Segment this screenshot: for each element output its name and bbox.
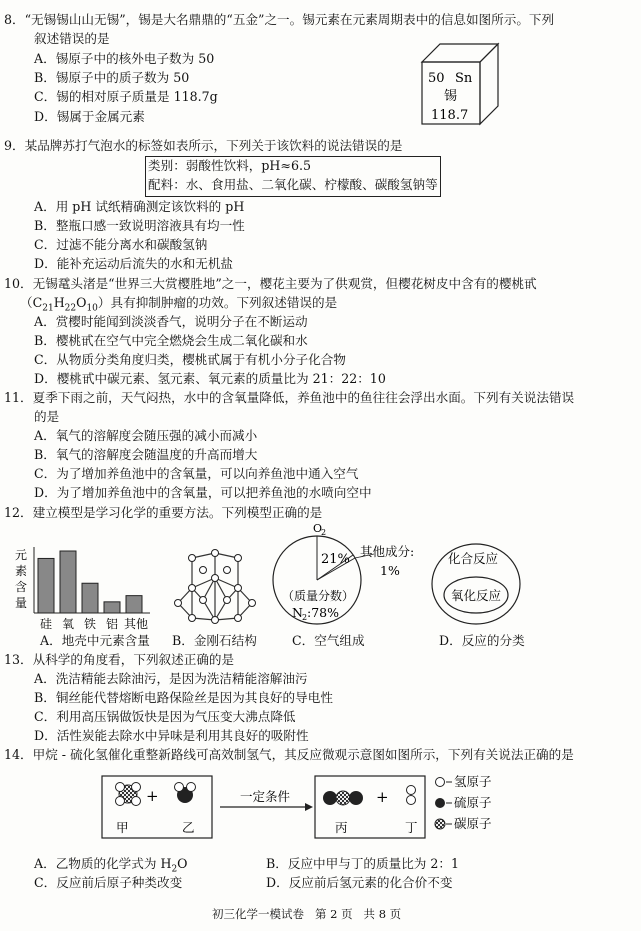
- q13-option-b: B．铜丝能代替熔断电路保险丝是因为其良好的导电性: [34, 690, 333, 705]
- fig-a-bar-3: [104, 602, 120, 613]
- q11-option-a: A．氧气的溶解度会随压强的减小而减小: [34, 428, 258, 443]
- q10-stem-line2: $(C_{21}H_{22}O_{10})$具有抑制肿瘤的功效。下列叙述错误的是: [20, 295, 338, 314]
- fig-a-category-2: 铁: [84, 617, 97, 631]
- q11-stem-line2: 的是: [34, 409, 60, 424]
- fig-c-other-percent: 1%: [380, 563, 400, 578]
- q13-option-a: A．洗洁精能去除油污，是因为洗洁精能溶解油污: [34, 671, 308, 686]
- q14-option-a: A．乙物质的化学式为 $H_2O$: [34, 856, 188, 875]
- q9-label-category: 类别：弱酸性饮料，pH≈6.5: [148, 158, 311, 173]
- q10-stem-line1: 10．无锡鼋头渚是“世界三大赏樱胜地”之一，樱花主要为了供观赏，但樱花树皮中含有的樱桃甙: [4, 276, 537, 291]
- fig-a-ylabel-1: 素: [15, 564, 28, 578]
- q9-option-c: C．过滤不能分离水和碳酸氢钠: [34, 237, 208, 252]
- q8-stem-line1: 8．“无锡锡山山无锡”，锡是大名鼎鼎的“五金”之一。锡元素在元素周期表中的信息如图所示。下列: [4, 12, 555, 27]
- page-footer: 初三化学一模试卷 第 2 页 共 8 页: [212, 907, 402, 921]
- q11-option-c: C．为了增加养鱼池中的含氧量，可以向养鱼池中通入空气: [34, 466, 359, 481]
- q12-caption-c: C．空气组成: [292, 633, 365, 648]
- q9-option-b: B．整瓶口感一致说明溶液具有均一性: [34, 218, 245, 233]
- fig-c-other-label: 其他成分:: [360, 544, 415, 559]
- q8-element-name: 锡: [444, 89, 458, 104]
- q13-option-d: D．活性炭能去除水中异味是利用其良好的吸附性: [34, 728, 309, 743]
- q14-h2s-molecule: [175, 783, 196, 804]
- fig-c-mass-label: （质量分数）: [282, 589, 355, 603]
- fig-a-ylabel-2: 含: [15, 580, 28, 594]
- fig-c-o2-label: O: [313, 522, 323, 535]
- q10-option-d: D．樱桃甙中碳元素、氢元素、氧元素的质量比为 21：22：10: [34, 371, 386, 386]
- q14-reaction-diagram: [100, 770, 540, 844]
- q14-option-b: B．反应中甲与丁的质量比为 2：1: [266, 856, 460, 871]
- fig-c-n2-percent: :78%: [307, 605, 339, 620]
- q8-atomic-number: 50: [428, 71, 445, 86]
- fig-a-bar-4: [126, 596, 142, 613]
- q10-option-c: C．从物质分类角度归类，樱桃甙属于有机小分子化合物: [34, 352, 346, 367]
- fig-d-inner-label: 氧化反应: [451, 588, 502, 603]
- q12-fig-d-reaction-classes: [430, 538, 530, 630]
- fig-a-category-4: 其他: [124, 617, 149, 631]
- q11-stem-line1: 11．夏季下雨之前，天气闷热，水中的含氧量降低，养鱼池中的鱼往往会浮出水面。下列有关说法错误: [4, 390, 575, 405]
- fig-a-category-3: 铝: [106, 617, 119, 631]
- q14-stem: 14．甲烷 - 硫化氢催化重整新路线可高效制氢气，其反应微观示意图如图所示，下列有关说法正确的是: [4, 747, 574, 762]
- fig-a-category-0: 硅: [40, 617, 53, 631]
- fig-a-bar-2: [82, 583, 98, 613]
- q13-option-c: C．利用高压锅做饭快是因为气压变大沸点降低: [34, 709, 296, 724]
- q12-fig-a-bar-chart: [14, 545, 154, 633]
- legend-sulfur: 硫原子: [454, 795, 492, 810]
- fig-c-n2-label: N: [292, 605, 303, 620]
- q12-caption-a: A．地壳中元素含量: [40, 633, 150, 648]
- q14-plus-right: +: [376, 788, 389, 806]
- q14-label-bing: 丙: [335, 820, 348, 835]
- q12-fig-c-air-pie: [262, 518, 432, 630]
- fig-a-ylabel-0: 元: [15, 548, 28, 562]
- legend-sulfur-icon: [435, 798, 445, 808]
- q14-cs2-molecule: [323, 791, 363, 805]
- legend-hydrogen: 氢原子: [454, 774, 492, 789]
- q8-option-b: B．锡原子中的质子数为 50: [34, 70, 190, 85]
- fig-d-outer-label: 化合反应: [448, 551, 499, 566]
- q8-stem-line2: 叙述错误的是: [34, 31, 110, 46]
- fig-a-ylabel-3: 量: [15, 596, 28, 610]
- q13-stem: 13．从科学的角度看，下列叙述正确的是: [4, 652, 235, 667]
- q8-option-c: C．锡的相对原子质量是 118.7g: [34, 89, 218, 104]
- q12-caption-b: B．金刚石结构: [172, 633, 257, 648]
- q11-option-b: B．氧气的溶解度会随温度的升高而增大: [34, 447, 258, 462]
- q9-label-ingredients: 配料：水、食用盐、二氧化碳、柠檬酸、碳酸氢钠等: [148, 177, 438, 192]
- q14-condition: 一定条件: [240, 789, 291, 804]
- legend-carbon-icon: [435, 819, 445, 829]
- q14-option-c: C．反应前后原子种类改变: [34, 875, 183, 890]
- q10-option-b: B．樱桃甙在空气中完全燃烧会生成二氧化碳和水: [34, 333, 308, 348]
- q12-caption-d: D．反应的分类: [439, 633, 525, 648]
- q14-label-yi: 乙: [182, 820, 195, 835]
- q11-option-d: D．为了增加养鱼池中的含氧量，可以把养鱼池的水喷向空中: [34, 485, 372, 500]
- q10-option-a: A．赏樱时能闻到淡淡香气，说明分子在不断运动: [34, 314, 308, 329]
- q12-stem: 12．建立模型是学习化学的重要方法。下列模型正确的是: [4, 505, 323, 520]
- q14-plus-left: +: [146, 787, 159, 805]
- q14-h2-molecule: [407, 786, 416, 805]
- q14-option-d: D．反应前后氢元素的化合价不变: [266, 875, 453, 890]
- fig-c-o2-percent: 21%: [321, 552, 350, 567]
- fig-a-bar-0: [38, 558, 54, 613]
- fig-a-bar-1: [60, 551, 76, 613]
- q8-option-d: D．锡属于金属元素: [34, 109, 145, 124]
- q12-fig-b-diamond-structure: [170, 548, 260, 628]
- q8-symbol: Sn: [455, 71, 473, 86]
- q9-option-a: A．用 pH 试纸精确测定该饮料的 pH: [34, 199, 245, 214]
- q14-label-ding: 丁: [405, 820, 418, 835]
- q14-label-jia: 甲: [116, 820, 129, 835]
- q8-option-a: A．锡原子中的核外电子数为 50: [34, 51, 215, 66]
- q14-methane-molecule: [116, 783, 141, 806]
- legend-carbon: 碳原子: [454, 816, 492, 831]
- fig-c-o2-sub: 2: [321, 528, 327, 537]
- q9-stem: 9．某品牌苏打气泡水的标签如表所示，下列关于该饮料的说法错误的是: [4, 138, 403, 153]
- q8-element-cell: [420, 42, 500, 126]
- fig-c-n2-sub: 2: [302, 613, 308, 622]
- fig-a-category-1: 氧: [62, 617, 75, 631]
- q9-option-d: D．能补充运动后流失的水和无机盐: [34, 256, 234, 271]
- legend-hydrogen-icon: [436, 778, 445, 787]
- q8-atomic-mass: 118.7: [431, 108, 469, 123]
